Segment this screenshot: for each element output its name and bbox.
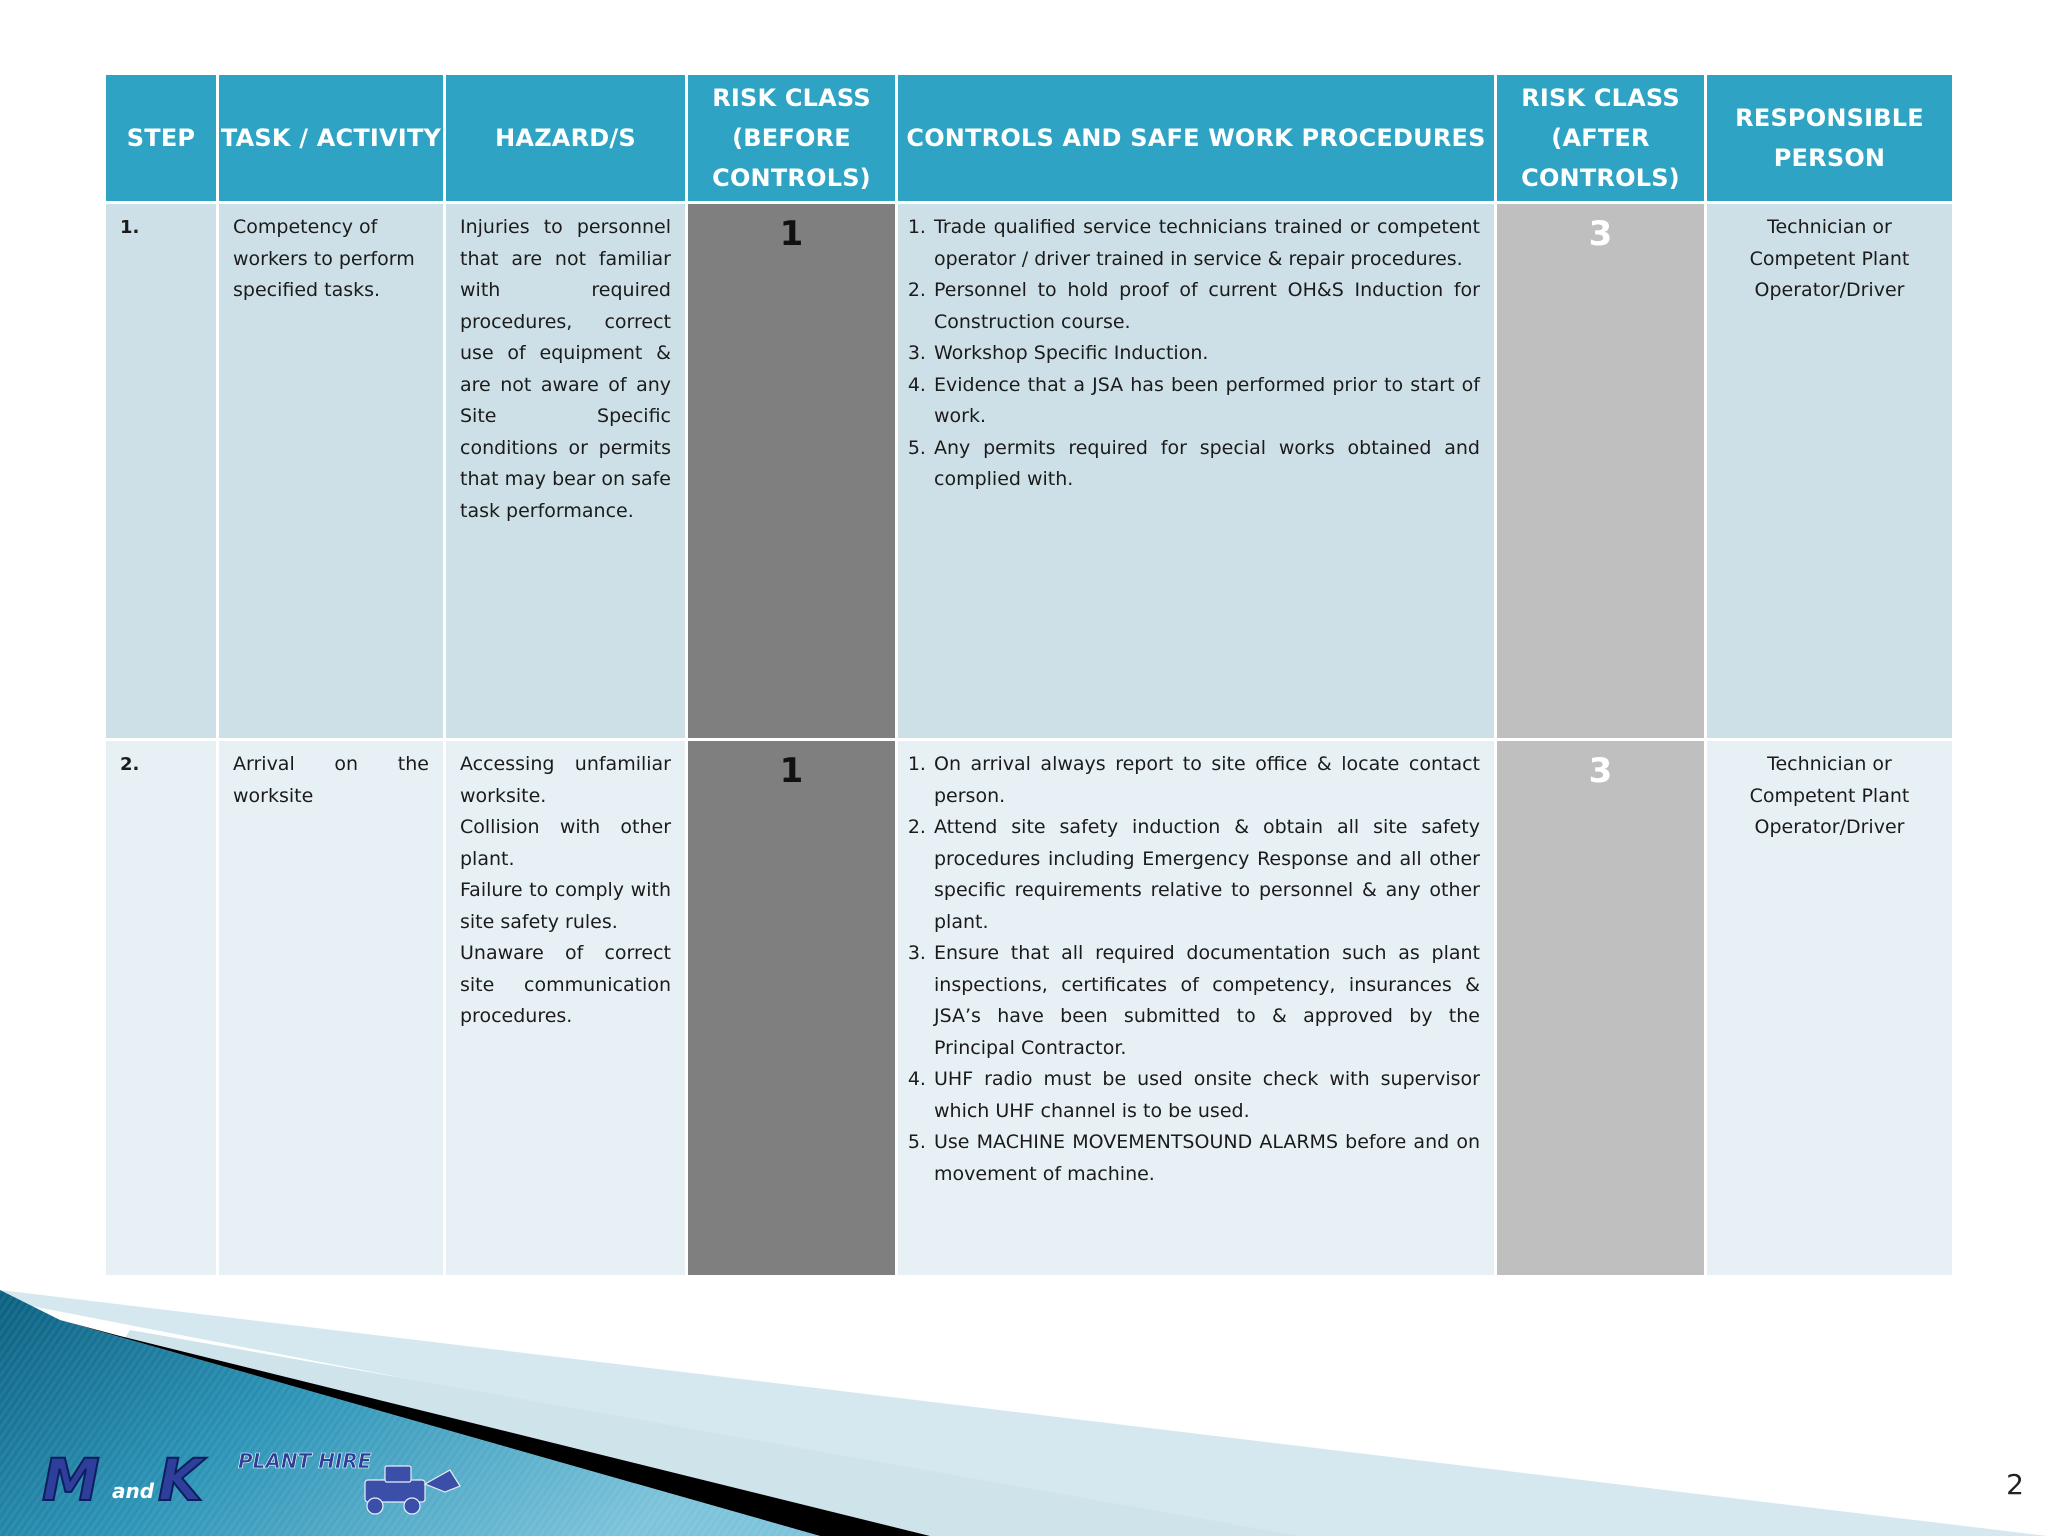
header-responsible [1706, 74, 1954, 203]
risk-before-value: 1 [779, 214, 804, 254]
hazard-item: Collision with other plant. [460, 816, 671, 870]
risk-before-value: 1 [779, 751, 804, 791]
table-row [105, 203, 1954, 740]
header-responsible-line: RESPONSIBLE [1735, 104, 1924, 132]
responsible-cell [1706, 203, 1954, 740]
step-cell [105, 203, 218, 740]
header-risk-after [1496, 74, 1706, 203]
controls-list [898, 741, 1494, 1190]
task-cell [218, 740, 445, 1277]
controls-cell [897, 740, 1496, 1277]
control-item: 1. Trade qualified service technicians trained or competent operator / driver trained in service & repair procedures. [932, 212, 1480, 275]
responsible-line: Technician or [1767, 216, 1892, 238]
task-text: Arrival on the worksite [233, 753, 429, 807]
control-item: 2. Personnel to hold proof of current OH&S Induction for Construction course. [932, 275, 1480, 338]
control-item: 4. UHF radio must be used onsite check with supervisor which UHF channel is to be used. [932, 1064, 1480, 1127]
hazard-item: Failure to comply with site safety rules. [460, 879, 671, 933]
header-risk-before-line: RISK CLASS [712, 84, 871, 112]
hazards-cell [445, 740, 687, 1277]
header-controls: CONTROLS AND SAFE WORK PROCEDURES [897, 74, 1496, 203]
control-item: 3. Workshop Specific Induction. [932, 338, 1480, 370]
responsible-line: Operator/Driver [1754, 816, 1905, 838]
header-risk-before-line: (BEFORE [732, 124, 851, 152]
task-cell [218, 203, 445, 740]
hazard-text: Injuries to personnel that are not familiar with required procedures, correct use of equipment & are not aware of any Site Specific conditions or permits that may bear on safe task performance. [460, 216, 671, 522]
risk-before-cell [687, 203, 897, 740]
hazard-item: Unaware of correct site communication procedures. [460, 942, 671, 1027]
header-risk-before [687, 74, 897, 203]
svg-text:PLANT HIRE: PLANT HIRE [238, 1449, 372, 1473]
controls-cell [897, 203, 1496, 740]
step-number: 2. [120, 754, 140, 775]
responsible-line: Operator/Driver [1754, 279, 1905, 301]
risk-after-cell [1496, 203, 1706, 740]
control-item: 4. Evidence that a JSA has been performed prior to start of work. [932, 370, 1480, 433]
header-task: TASK / ACTIVITY [218, 74, 445, 203]
risk-before-cell [687, 740, 897, 1277]
header-risk-after-line: (AFTER [1551, 124, 1650, 152]
control-item: 2. Attend site safety induction & obtain all site safety procedures including Emergency Response and all other specific requirements relative to personnel & any other plant. [932, 812, 1480, 938]
svg-text:K: K [158, 1446, 203, 1514]
risk-after-value: 3 [1588, 214, 1613, 254]
responsible-line: Competent Plant [1749, 247, 1910, 270]
controls-list [898, 204, 1494, 496]
responsible-line: Competent Plant [1749, 784, 1910, 807]
header-risk-after-line: RISK CLASS [1521, 84, 1680, 112]
step-number: 1. [120, 217, 140, 238]
header-risk-after-line: CONTROLS) [1521, 164, 1680, 192]
responsible-line: Technician or [1767, 753, 1892, 775]
hazard-item: Accessing unfamiliar worksite. [460, 753, 671, 807]
hazards-cell [445, 203, 687, 740]
page-number: 2 [2006, 1468, 2024, 1501]
header-hazards: HAZARD/S [445, 74, 687, 203]
header-risk-before-line: CONTROLS) [712, 164, 871, 192]
jsa-table [103, 72, 1955, 1278]
step-cell [105, 740, 218, 1277]
svg-text:and: and [112, 1479, 155, 1503]
header-step: STEP [105, 74, 218, 203]
risk-after-cell [1496, 740, 1706, 1277]
task-text: Competency of workers to perform specified tasks. [233, 216, 415, 301]
header-row [105, 74, 1954, 203]
header-responsible-line: PERSON [1773, 144, 1886, 172]
table-row [105, 740, 1954, 1277]
responsible-text [1707, 741, 1952, 844]
control-item: 3. Ensure that all required documentation such as plant inspections, certificates of competency, insurances & JSA’s have been submitted to & approved by the Principal Contractor. [932, 938, 1480, 1064]
hazards-list [446, 741, 685, 1033]
control-item: 1. On arrival always report to site office & locate contact person. [932, 749, 1480, 812]
responsible-text [1707, 204, 1952, 307]
control-item: 5. Any permits required for special works obtained and complied with. [932, 433, 1480, 496]
control-item: 5. Use MACHINE MOVEMENTSOUND ALARMS before and on movement of machine. [932, 1127, 1480, 1190]
svg-text:M: M [42, 1446, 100, 1514]
company-logo [40, 1440, 480, 1520]
responsible-cell [1706, 740, 1954, 1277]
risk-after-value: 3 [1588, 751, 1613, 791]
